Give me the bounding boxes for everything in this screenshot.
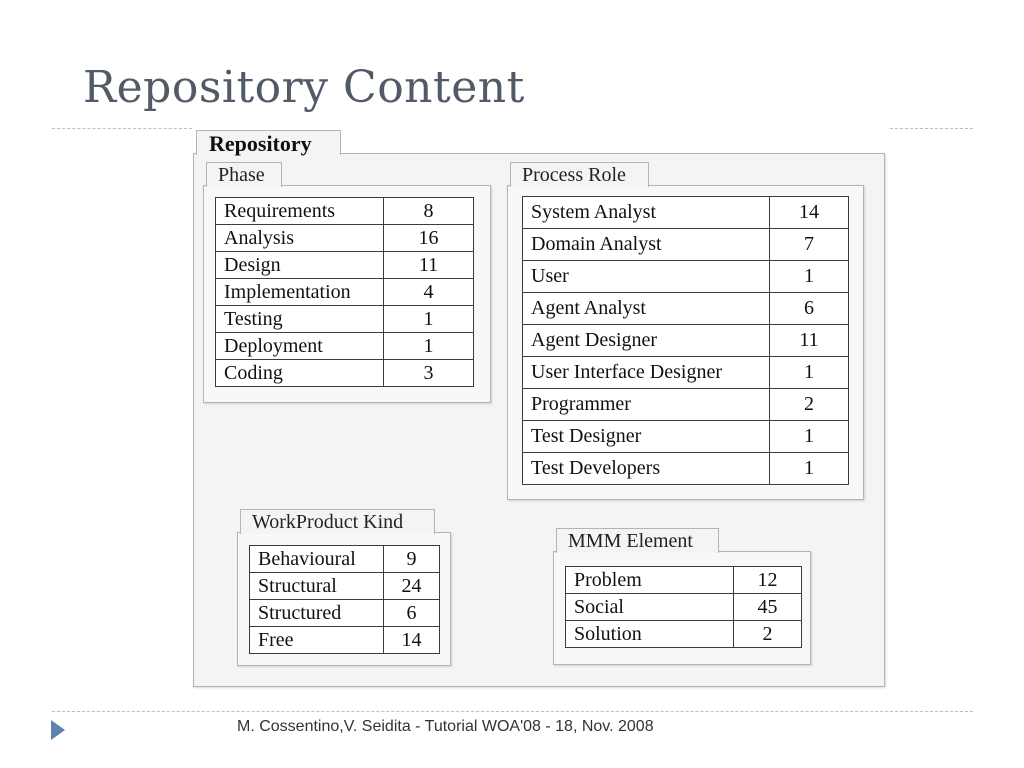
process-role-name-cell: Agent Analyst [523,293,770,325]
process-role-count-cell: 11 [770,325,849,357]
process-role-count-cell: 1 [770,357,849,389]
mmm-element-count-cell: 45 [734,594,802,621]
mmm-element-count-cell: 12 [734,567,802,594]
footer-rule [52,711,973,712]
phase-name-cell: Deployment [216,333,384,360]
phase-row [216,198,474,225]
mmm-element-row [566,594,802,621]
phase-name-cell: Coding [216,360,384,387]
phase-count-cell: 8 [384,198,474,225]
process-role-row [523,453,849,485]
process-role-label: Process Role [510,162,649,187]
process-role-count-cell: 7 [770,229,849,261]
phase-name-cell: Implementation [216,279,384,306]
process-role-name-cell: Agent Designer [523,325,770,357]
phase-name-cell: Design [216,252,384,279]
process-role-row [523,261,849,293]
workproduct-kind-row [250,600,440,627]
workproduct-kind-name-cell: Behavioural [250,546,384,573]
process-role-row [523,421,849,453]
workproduct-kind-count-cell: 6 [384,600,440,627]
title-rule-right [890,128,973,129]
phase-count-cell: 1 [384,333,474,360]
workproduct-kind-name-cell: Structural [250,573,384,600]
process-role-count-cell: 14 [770,197,849,229]
phase-label: Phase [206,162,282,187]
phase-count-cell: 3 [384,360,474,387]
process-role-table [522,196,849,485]
phase-row [216,252,474,279]
workproduct-kind-count-cell: 24 [384,573,440,600]
process-role-name-cell: Test Developers [523,453,770,485]
phase-name-cell: Testing [216,306,384,333]
repository-label: Repository [196,130,341,155]
workproduct-kind-name-cell: Structured [250,600,384,627]
process-role-count-cell: 1 [770,261,849,293]
process-role-name-cell: User Interface Designer [523,357,770,389]
process-role-name-cell: User [523,261,770,293]
process-role-count-cell: 1 [770,421,849,453]
phase-count-cell: 11 [384,252,474,279]
phase-row [216,333,474,360]
process-role-name-cell: Domain Analyst [523,229,770,261]
process-role-count-cell: 6 [770,293,849,325]
process-role-row [523,293,849,325]
workproduct-kind-table [249,545,440,654]
mmm-element-name-cell: Solution [566,621,734,648]
process-role-row [523,197,849,229]
process-role-name-cell: System Analyst [523,197,770,229]
phase-table [215,197,474,387]
mmm-element-label: MMM Element [556,528,719,553]
process-role-row [523,325,849,357]
phase-count-cell: 16 [384,225,474,252]
slide-title: Repository Content [83,62,525,113]
process-role-row [523,389,849,421]
process-role-name-cell: Programmer [523,389,770,421]
workproduct-kind-row [250,546,440,573]
workproduct-kind-name-cell: Free [250,627,384,654]
mmm-element-name-cell: Problem [566,567,734,594]
process-role-count-cell: 2 [770,389,849,421]
workproduct-kind-label: WorkProduct Kind [240,509,435,534]
phase-row [216,360,474,387]
process-role-count-cell: 1 [770,453,849,485]
bullet-arrow-icon [51,720,65,740]
mmm-element-row [566,567,802,594]
workproduct-kind-row [250,573,440,600]
phase-row [216,279,474,306]
phase-count-cell: 4 [384,279,474,306]
workproduct-kind-count-cell: 9 [384,546,440,573]
phase-row [216,306,474,333]
phase-row [216,225,474,252]
workproduct-kind-row [250,627,440,654]
workproduct-kind-count-cell: 14 [384,627,440,654]
mmm-element-name-cell: Social [566,594,734,621]
mmm-element-count-cell: 2 [734,621,802,648]
process-role-row [523,229,849,261]
mmm-element-table [565,566,802,648]
title-rule-left [52,128,192,129]
process-role-name-cell: Test Designer [523,421,770,453]
phase-count-cell: 1 [384,306,474,333]
footer-citation: M. Cossentino,V. Seidita - Tutorial WOA'08 - 18, Nov. 2008 [237,718,654,735]
phase-name-cell: Analysis [216,225,384,252]
mmm-element-row [566,621,802,648]
phase-name-cell: Requirements [216,198,384,225]
process-role-row [523,357,849,389]
